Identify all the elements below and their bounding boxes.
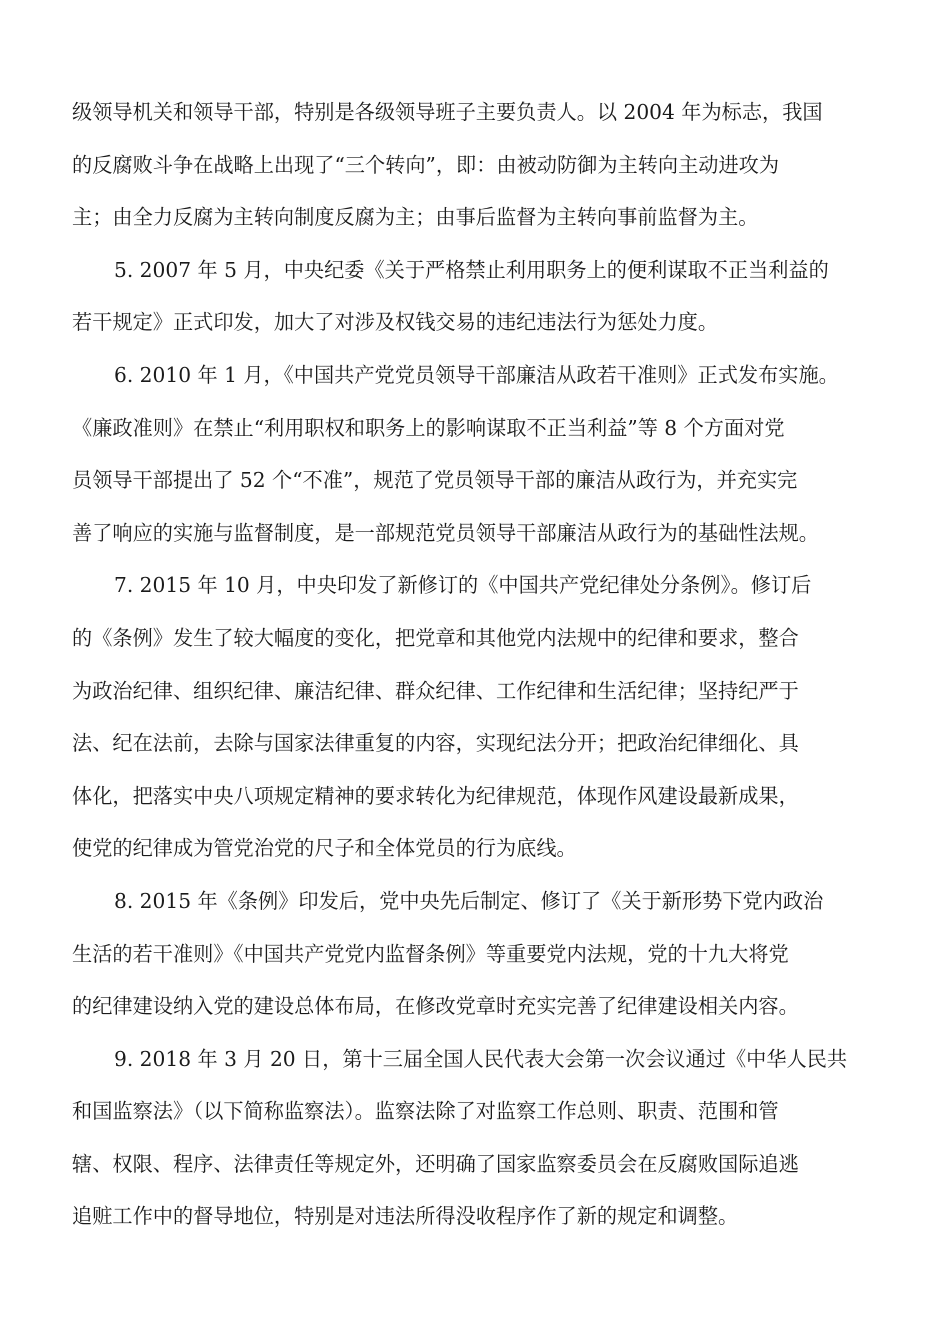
text-line: 和国监察法》（以下简称监察法）。监察法除了对监察工作总则、职责、范围和管 — [72, 1099, 779, 1124]
text-line: 辖、权限、程序、法律责任等规定外，还明确了国家监察委员会在反腐败国际追逃 — [72, 1151, 799, 1176]
text-line: 主；由全力反腐为主转向制度反腐为主；由事后监督为主转向事前监督为主。 — [72, 205, 759, 230]
text-line: 的反腐败斗争在战略上出现了“三个转向”，即：由被动防御为主转向主动进攻为 — [72, 152, 780, 177]
paragraph-8-start: 8. 2015 年《条例》印发后，党中央先后制定、修订了《关于新形势下党内政治 — [114, 888, 824, 913]
text-line: 使党的纪律成为管党治党的尺子和全体党员的行为底线。 — [72, 836, 577, 861]
paragraph-5-start: 5. 2007 年 5 月，中央纪委《关于严格禁止利用职务上的便利谋取不正当利益的 — [114, 257, 829, 282]
text-line: 为政治纪律、组织纪律、廉洁纪律、群众纪律、工作纪律和生活纪律；坚持纪严于 — [72, 678, 799, 703]
text-line: 追赃工作中的督导地位，特别是对违法所得没收程序作了新的规定和调整。 — [72, 1204, 739, 1229]
text-line: 的《条例》发生了较大幅度的变化，把党章和其他党内法规中的纪律和要求，整合 — [72, 625, 799, 650]
paragraph-7-start: 7. 2015 年 10 月，中央印发了新修订的《中国共产党纪律处分条例》。修订后 — [114, 573, 812, 598]
text-line: 《廉政准则》在禁止“利用职权和职务上的影响谋取不正当利益”等 8 个方面对党 — [72, 415, 785, 440]
text-line: 级领导机关和领导干部，特别是各级领导班子主要负责人。以 2004 年为标志，我国 — [72, 100, 823, 124]
text-line: 生活的若干准则》《中国共产党党内监督条例》等重要党内法规，党的十九大将党 — [72, 941, 789, 966]
text-line: 法、纪在法前，去除与国家法律重复的内容，实现纪法分开；把政治纪律细化、具 — [72, 731, 799, 756]
text-line: 员领导干部提出了 52 个“不准”，规范了党员领导干部的廉洁从政行为，并充实完 — [72, 468, 798, 493]
text-line: 若干规定》正式印发，加大了对涉及权钱交易的违纪违法行为惩处力度。 — [72, 310, 719, 335]
paragraph-9-start: 9. 2018 年 3 月 20 日，第十三届全国人民代表大会第一次会议通过《中华人民共 — [114, 1046, 848, 1071]
text-line: 善了响应的实施与监督制度，是一部规范党员领导干部廉洁从政行为的基础性法规。 — [72, 520, 819, 545]
text-line: 体化，把落实中央八项规定精神的要求转化为纪律规范，体现作风建设最新成果， — [72, 783, 799, 808]
document-page — [72, 86, 890, 1243]
paragraph-6-start: 6. 2010 年 1 月，《中国共产党党员领导干部廉洁从政若干准则》正式发布实施。 — [114, 362, 839, 387]
text-line: 的纪律建设纳入党的建设总体布局，在修改党章时充实完善了纪律建设相关内容。 — [72, 994, 799, 1019]
